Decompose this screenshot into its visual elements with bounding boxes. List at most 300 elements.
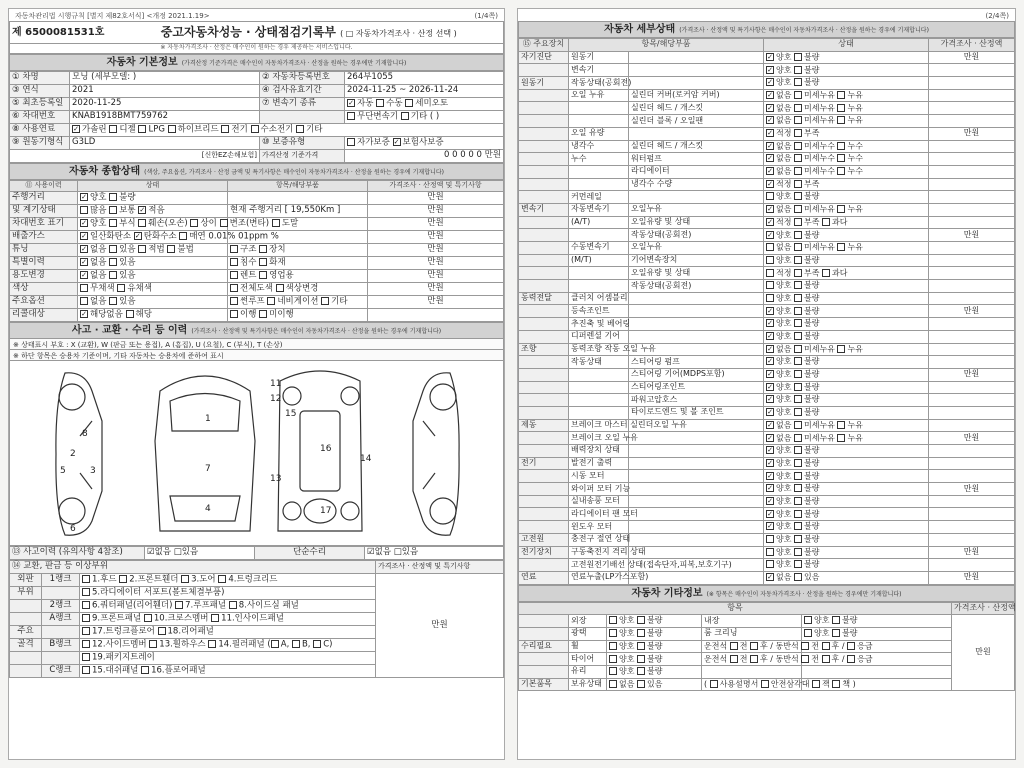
diagram-part-6: 6	[70, 524, 76, 534]
empty-checkbox[interactable]	[80, 297, 88, 305]
empty-checkbox[interactable]	[794, 383, 802, 391]
empty-checkbox[interactable]	[766, 281, 774, 289]
checked-checkbox[interactable]: ✓	[81, 232, 87, 241]
empty-checkbox[interactable]	[794, 243, 802, 251]
empty-checkbox[interactable]	[109, 297, 117, 305]
checked-checkbox[interactable]: ✓	[767, 357, 773, 366]
empty-checkbox[interactable]	[766, 269, 774, 277]
empty-checkbox[interactable]	[794, 294, 802, 302]
empty-checkbox[interactable]	[109, 258, 117, 266]
empty-checkbox[interactable]	[794, 167, 802, 175]
empty-checkbox[interactable]	[832, 629, 840, 637]
basic-label: ② 자동차등록번호	[260, 72, 345, 85]
empty-checkbox[interactable]	[267, 297, 275, 305]
empty-checkbox[interactable]	[837, 243, 845, 251]
checked-checkbox[interactable]: ✓	[767, 319, 773, 328]
empty-checkbox[interactable]	[794, 129, 802, 137]
empty-checkbox[interactable]	[794, 370, 802, 378]
checked-checkbox[interactable]: ✓	[767, 573, 773, 582]
empty-checkbox[interactable]	[109, 125, 117, 133]
empty-checkbox[interactable]	[794, 281, 802, 289]
checked-checkbox[interactable]: ✓	[393, 138, 400, 147]
detail-group	[519, 470, 569, 483]
checked-checkbox[interactable]: ✓	[767, 395, 773, 404]
empty-checkbox[interactable]	[259, 271, 267, 279]
empty-checkbox[interactable]	[117, 284, 125, 292]
empty-checkbox[interactable]	[794, 421, 802, 429]
detail-item: 시동 모터	[569, 470, 629, 483]
empty-checkbox[interactable]	[750, 642, 758, 650]
empty-checkbox[interactable]	[837, 205, 845, 213]
empty-checkbox[interactable]	[259, 258, 267, 266]
detail-item	[569, 115, 629, 128]
doc-title: 중고자동차성능 · 상태점검기록부	[160, 24, 336, 39]
checked-checkbox[interactable]: ✓	[767, 484, 773, 493]
other-item: 타이어	[569, 653, 607, 666]
detail-state: ✓ 적정 부족 과다	[764, 216, 929, 229]
empty-checkbox[interactable]	[609, 629, 617, 637]
empty-checkbox[interactable]	[82, 653, 90, 661]
detail-state: ✓ 없음 미세누유 누유	[764, 89, 929, 102]
empty-checkbox[interactable]	[847, 655, 855, 663]
detail-state: ✓ 없음 미세누유 누유	[764, 432, 929, 445]
empty-checkbox[interactable]	[794, 218, 802, 226]
other-item-2: 운전석 전 후 / 동반석 전 후 / 응급	[702, 653, 802, 666]
empty-checkbox[interactable]	[296, 125, 304, 133]
empty-checkbox[interactable]	[822, 218, 830, 226]
parts-label: ⑭ 교환, 판금 등 이상부위	[10, 561, 376, 574]
empty-checkbox[interactable]	[804, 616, 812, 624]
detail-item	[569, 368, 629, 381]
other-item: 보유상태	[569, 678, 607, 691]
empty-checkbox[interactable]	[794, 522, 802, 530]
empty-checkbox[interactable]	[82, 627, 90, 635]
checked-checkbox[interactable]: ✓	[767, 141, 773, 150]
empty-checkbox[interactable]	[832, 680, 840, 688]
detail-price: 만원	[929, 546, 1015, 559]
empty-checkbox[interactable]	[766, 256, 774, 264]
checked-checkbox[interactable]: ✓	[767, 420, 773, 429]
empty-checkbox[interactable]	[126, 310, 134, 318]
detail-subitem: 라디에이터	[629, 165, 764, 178]
empty-checkbox[interactable]	[230, 310, 238, 318]
checked-checkbox[interactable]: ✓	[139, 206, 146, 215]
checked-checkbox[interactable]: ✓	[767, 408, 773, 417]
detail-row	[519, 165, 1015, 178]
empty-checkbox[interactable]	[272, 219, 280, 227]
empty-checkbox[interactable]	[179, 232, 187, 240]
empty-checkbox[interactable]	[837, 345, 845, 353]
empty-checkbox[interactable]	[230, 284, 238, 292]
detail-subitem: 냉각수 수량	[629, 178, 764, 191]
empty-checkbox[interactable]	[794, 395, 802, 403]
checked-checkbox[interactable]: ✓	[767, 446, 773, 455]
accident-header	[9, 322, 504, 339]
empty-checkbox[interactable]	[347, 138, 355, 146]
empty-checkbox[interactable]	[259, 310, 267, 318]
checked-checkbox[interactable]: ✓	[767, 509, 773, 518]
rank-level	[42, 626, 80, 639]
detail-group	[519, 368, 569, 381]
empty-checkbox[interactable]	[144, 614, 152, 622]
empty-checkbox[interactable]	[82, 666, 90, 674]
empty-checkbox[interactable]	[794, 446, 802, 454]
detail-row	[519, 51, 1015, 64]
checked-checkbox[interactable]: ✓	[767, 344, 773, 353]
empty-checkbox[interactable]	[181, 575, 189, 583]
detail-item: 실내송풍 모터	[569, 495, 629, 508]
empty-checkbox[interactable]	[837, 116, 845, 124]
empty-checkbox[interactable]	[405, 99, 413, 107]
detail-row	[519, 242, 1015, 255]
detail-row	[519, 191, 1015, 204]
empty-checkbox[interactable]	[794, 357, 802, 365]
empty-checkbox[interactable]	[766, 192, 774, 200]
summary-row	[10, 283, 504, 296]
empty-checkbox[interactable]	[766, 535, 774, 543]
empty-checkbox[interactable]	[167, 245, 175, 253]
empty-checkbox[interactable]	[609, 616, 617, 624]
summary-price: 만원	[368, 205, 504, 218]
empty-checkbox[interactable]	[766, 243, 774, 251]
empty-checkbox[interactable]	[794, 256, 802, 264]
empty-checkbox[interactable]	[730, 642, 738, 650]
empty-checkbox[interactable]	[730, 655, 738, 663]
summary-row	[10, 257, 504, 270]
empty-checkbox[interactable]	[837, 104, 845, 112]
empty-checkbox[interactable]	[794, 459, 802, 467]
empty-checkbox[interactable]	[794, 307, 802, 315]
detail-group	[519, 115, 569, 128]
rank-group: 외판	[10, 574, 42, 587]
empty-checkbox[interactable]	[276, 284, 284, 292]
rank-group: 주요	[10, 626, 42, 639]
empty-checkbox[interactable]	[710, 680, 718, 688]
empty-checkbox[interactable]	[794, 560, 802, 568]
empty-checkbox[interactable]	[766, 548, 774, 556]
summary-row	[10, 244, 504, 257]
empty-checkbox[interactable]	[292, 640, 300, 648]
empty-checkbox[interactable]	[837, 142, 845, 150]
empty-checkbox[interactable]	[609, 680, 617, 688]
empty-checkbox[interactable]	[750, 655, 758, 663]
empty-checkbox[interactable]	[801, 655, 809, 663]
checked-checkbox[interactable]: ✓	[767, 52, 773, 61]
empty-checkbox[interactable]	[847, 642, 855, 650]
other-state-2: 양호 불량	[802, 627, 952, 640]
empty-checkbox[interactable]	[82, 640, 90, 648]
rank-parts: 9.프론트패널 10.크로스멤버 11.인사이드패널	[80, 613, 376, 626]
empty-checkbox[interactable]	[609, 667, 617, 675]
empty-checkbox[interactable]	[794, 332, 802, 340]
checked-checkbox[interactable]: ✓	[73, 125, 79, 134]
detail-state: ✓ 양호 불량	[764, 470, 929, 483]
empty-checkbox[interactable]	[211, 614, 219, 622]
detail-state: ✓ 양호 불량	[764, 64, 929, 77]
summary-header: 상태	[78, 181, 228, 192]
checked-checkbox[interactable]: ✓	[134, 232, 141, 241]
vehicle-note: ※ 하단 항목은 승용차 기준이며, 기타 자동차는 승용차에 준하여 표시	[9, 350, 504, 361]
empty-checkbox[interactable]	[158, 627, 166, 635]
detail-item: (M/T)	[569, 254, 629, 267]
empty-checkbox[interactable]	[822, 642, 830, 650]
other-header	[518, 585, 1015, 602]
empty-checkbox[interactable]	[832, 616, 840, 624]
checked-checkbox[interactable]: ✓	[767, 522, 773, 531]
empty-checkbox[interactable]	[837, 434, 845, 442]
empty-checkbox[interactable]	[794, 205, 802, 213]
empty-checkbox[interactable]	[313, 640, 321, 648]
rank-parts: 6.쿼터패널(리어휀더) 7.루프패널 8.사이드실 패널	[80, 600, 376, 613]
checked-checkbox[interactable]: ✓	[81, 245, 87, 254]
empty-checkbox[interactable]	[80, 284, 88, 292]
summary-price	[368, 309, 504, 322]
empty-checkbox[interactable]	[218, 575, 226, 583]
empty-checkbox[interactable]	[138, 219, 146, 227]
empty-checkbox[interactable]	[794, 472, 802, 480]
empty-checkbox[interactable]	[109, 206, 117, 214]
rank-group	[10, 613, 42, 626]
detail-group	[519, 483, 569, 496]
empty-checkbox[interactable]	[794, 319, 802, 327]
empty-checkbox[interactable]	[401, 112, 409, 120]
empty-checkbox[interactable]	[794, 116, 802, 124]
empty-checkbox[interactable]	[637, 680, 645, 688]
empty-checkbox[interactable]	[837, 91, 845, 99]
empty-checkbox[interactable]	[794, 535, 802, 543]
empty-checkbox[interactable]	[794, 434, 802, 442]
checked-checkbox[interactable]: ✓	[81, 219, 87, 228]
detail-state: ✓ 없음 미세누유 누유	[764, 419, 929, 432]
empty-checkbox[interactable]	[794, 269, 802, 277]
detail-subitem: 실린더 커버(로커암 커버)	[629, 89, 764, 102]
checked-checkbox[interactable]: ✓	[767, 205, 773, 214]
empty-checkbox[interactable]	[837, 421, 845, 429]
detail-header: 가격조사 · 산정액	[929, 39, 1015, 52]
empty-checkbox[interactable]	[637, 629, 645, 637]
summary-state: ✓ 없음 있음 적법 불법	[78, 244, 228, 257]
empty-checkbox[interactable]	[794, 231, 802, 239]
detail-state: ✓ 양호 불량	[764, 406, 929, 419]
empty-checkbox[interactable]	[149, 640, 157, 648]
empty-checkbox[interactable]	[794, 573, 802, 581]
empty-checkbox[interactable]	[109, 193, 117, 201]
checked-checkbox[interactable]: ✓	[767, 433, 773, 442]
rank-group: 골격	[10, 639, 42, 652]
detail-item	[569, 280, 629, 293]
checked-checkbox[interactable]: ✓	[767, 458, 773, 467]
empty-checkbox[interactable]	[794, 154, 802, 162]
empty-checkbox[interactable]	[794, 548, 802, 556]
empty-checkbox[interactable]	[837, 167, 845, 175]
empty-checkbox[interactable]	[109, 245, 117, 253]
detail-row	[519, 508, 1015, 521]
empty-checkbox[interactable]	[794, 510, 802, 518]
checked-checkbox[interactable]: ✓	[767, 167, 773, 176]
detail-group	[519, 305, 569, 318]
empty-checkbox[interactable]	[637, 616, 645, 624]
summary-item: 주요옵션	[10, 296, 78, 309]
empty-checkbox[interactable]	[794, 484, 802, 492]
empty-checkbox[interactable]	[812, 680, 820, 688]
empty-checkbox[interactable]	[794, 53, 802, 61]
checked-checkbox[interactable]: ✓	[767, 471, 773, 480]
empty-checkbox[interactable]	[221, 125, 229, 133]
empty-checkbox[interactable]	[230, 258, 238, 266]
empty-checkbox[interactable]	[229, 601, 237, 609]
checked-checkbox[interactable]: ✓	[767, 230, 773, 239]
other-state: 양호 불량	[607, 653, 702, 666]
empty-checkbox[interactable]	[82, 575, 90, 583]
empty-checkbox[interactable]	[251, 125, 259, 133]
empty-checkbox[interactable]	[230, 271, 238, 279]
detail-group	[519, 559, 569, 572]
checked-checkbox[interactable]: ✓	[767, 116, 773, 125]
detail-state: 적정 부족 과다	[764, 267, 929, 280]
detail-state: ✓ 없음 미세누수 누수	[764, 165, 929, 178]
empty-checkbox[interactable]	[376, 99, 384, 107]
empty-checkbox[interactable]	[794, 192, 802, 200]
empty-checkbox[interactable]	[766, 560, 774, 568]
rank-parts: 5.라디에이터 서포트(볼트체결부품)	[80, 587, 376, 600]
detail-group	[519, 330, 569, 343]
empty-checkbox[interactable]	[837, 154, 845, 162]
checked-checkbox[interactable]: ✓	[81, 258, 87, 267]
checked-checkbox[interactable]: ✓	[81, 193, 87, 202]
empty-checkbox[interactable]	[794, 345, 802, 353]
detail-row	[519, 546, 1015, 559]
checked-checkbox[interactable]: ✓	[767, 217, 773, 226]
empty-checkbox[interactable]	[175, 601, 183, 609]
empty-checkbox[interactable]	[794, 78, 802, 86]
detail-item: 추진축 및 베어링	[569, 318, 629, 331]
empty-checkbox[interactable]	[168, 125, 176, 133]
detail-row	[519, 254, 1015, 267]
basic-row	[10, 150, 504, 163]
empty-checkbox[interactable]	[804, 629, 812, 637]
checked-checkbox[interactable]: ✓	[81, 271, 87, 280]
checked-checkbox[interactable]: ✓	[767, 154, 773, 163]
checked-checkbox[interactable]: ✓	[767, 370, 773, 379]
other-state: 없음 있음	[607, 678, 702, 691]
empty-checkbox[interactable]	[190, 219, 198, 227]
checked-checkbox[interactable]: ✓	[348, 99, 354, 108]
detail-group	[519, 280, 569, 293]
rank-level: 1랭크	[42, 574, 80, 587]
empty-checkbox[interactable]	[794, 91, 802, 99]
summary-part: 현재 주행거리 [ 19,550Km ]	[228, 205, 368, 218]
detail-row	[519, 432, 1015, 445]
checked-checkbox[interactable]: ✓	[767, 496, 773, 505]
detail-state: ✓ 양호 불량	[764, 229, 929, 242]
page-1-header	[9, 9, 504, 21]
empty-checkbox[interactable]	[822, 269, 830, 277]
detail-row	[519, 64, 1015, 77]
checked-checkbox[interactable]: ✓	[767, 65, 773, 74]
detail-state: 양호 불량	[764, 546, 929, 559]
empty-checkbox[interactable]	[109, 271, 117, 279]
empty-checkbox[interactable]	[230, 245, 238, 253]
basic-info-rows	[9, 71, 504, 163]
empty-checkbox[interactable]	[609, 655, 617, 663]
empty-checkbox[interactable]	[822, 655, 830, 663]
basic-label: ⑩ 보증유형	[260, 137, 345, 150]
empty-checkbox[interactable]	[321, 297, 329, 305]
empty-checkbox[interactable]	[347, 112, 355, 120]
other-state: 양호 불량	[607, 627, 702, 640]
empty-checkbox[interactable]	[637, 667, 645, 675]
checked-checkbox[interactable]: ✓	[767, 332, 773, 340]
detail-price: 만원	[929, 432, 1015, 445]
empty-checkbox[interactable]	[794, 408, 802, 416]
checked-checkbox[interactable]: ✓	[767, 78, 773, 87]
empty-checkbox[interactable]	[271, 640, 279, 648]
page-2-header	[518, 9, 1015, 21]
empty-checkbox[interactable]	[794, 142, 802, 150]
diagram-part-5: 5	[60, 466, 66, 476]
checked-checkbox[interactable]: ✓	[767, 306, 773, 315]
empty-checkbox[interactable]	[141, 666, 149, 674]
empty-checkbox[interactable]	[138, 125, 146, 133]
checked-checkbox[interactable]: ✓	[767, 129, 773, 137]
empty-checkbox[interactable]	[637, 642, 645, 650]
empty-checkbox[interactable]	[220, 219, 228, 227]
detail-row	[519, 178, 1015, 191]
empty-checkbox[interactable]	[119, 575, 127, 583]
parts-price-head: 가격조사 · 산정액 및 특기사항	[376, 561, 504, 574]
detail-item	[569, 394, 629, 407]
summary-item: 리콜대상	[10, 309, 78, 322]
checked-checkbox[interactable]: ✓	[81, 310, 87, 319]
empty-checkbox[interactable]	[80, 206, 88, 214]
detail-state: ✓ 없음 있음	[764, 571, 929, 584]
empty-checkbox[interactable]	[230, 297, 238, 305]
empty-checkbox[interactable]	[761, 680, 769, 688]
other-group	[519, 653, 569, 666]
empty-checkbox[interactable]	[609, 642, 617, 650]
detail-state: 양호 불량	[764, 191, 929, 204]
empty-checkbox[interactable]	[208, 640, 216, 648]
empty-checkbox[interactable]	[109, 219, 117, 227]
checked-checkbox[interactable]: ✓	[767, 103, 773, 112]
empty-checkbox[interactable]	[637, 655, 645, 663]
empty-checkbox[interactable]	[82, 588, 90, 596]
summary-item: 색상	[10, 283, 78, 296]
empty-checkbox[interactable]	[138, 245, 146, 253]
empty-checkbox[interactable]	[794, 66, 802, 74]
detail-subitem: 오일누유	[629, 242, 764, 255]
detail-price	[929, 508, 1015, 521]
empty-checkbox[interactable]	[82, 601, 90, 609]
empty-checkbox[interactable]	[259, 245, 267, 253]
summary-row	[10, 205, 504, 218]
rank-level	[42, 652, 80, 665]
detail-group	[519, 521, 569, 534]
other-group	[519, 666, 569, 679]
checked-checkbox[interactable]: ✓	[767, 179, 773, 188]
empty-checkbox[interactable]	[794, 104, 802, 112]
empty-checkbox[interactable]	[794, 497, 802, 505]
detail-row	[519, 267, 1015, 280]
empty-checkbox[interactable]	[766, 294, 774, 302]
detail-state: ✓ 양호 불량	[764, 305, 929, 318]
empty-checkbox[interactable]	[801, 642, 809, 650]
checked-checkbox[interactable]: ✓	[767, 382, 773, 391]
empty-checkbox[interactable]	[794, 180, 802, 188]
empty-checkbox[interactable]	[82, 614, 90, 622]
detail-group: 자기진단	[519, 51, 569, 64]
checked-checkbox[interactable]: ✓	[767, 90, 773, 99]
